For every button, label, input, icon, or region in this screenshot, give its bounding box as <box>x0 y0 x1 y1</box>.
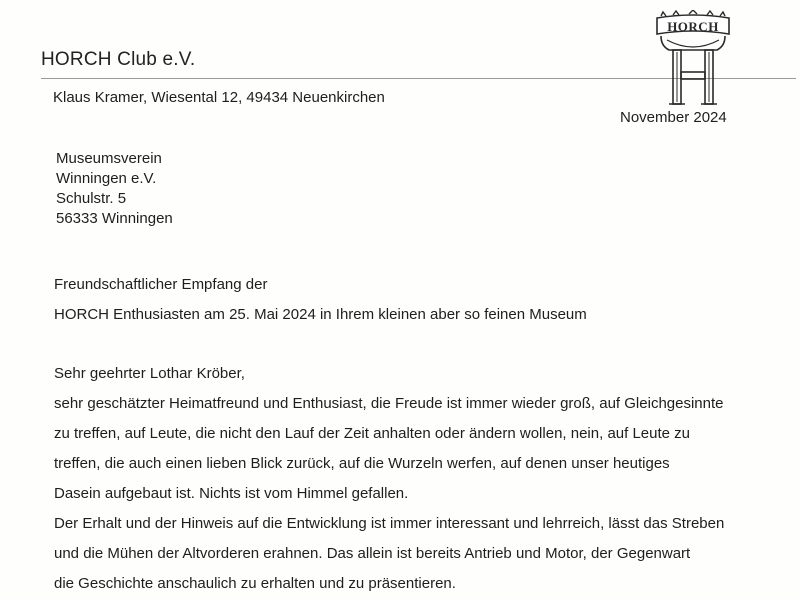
club-name: HORCH Club e.V. <box>41 49 196 70</box>
body-line: Der Erhalt und der Hinweis auf die Entwicklung ist immer interessant und lehrreich, lässt das Streben <box>54 515 725 532</box>
body-line: sehr geschätzter Heimatfreund und Enthusiast, die Freude ist immer wieder groß, auf Gleichgesinnte <box>54 395 724 412</box>
subject-block <box>54 275 587 335</box>
body-line: und die Mühen der Altvorderen erahnen. Das allein ist bereits Antrieb und Motor, der Gegenwart <box>54 545 691 562</box>
recipient-line: Schulstr. 5 <box>56 190 127 207</box>
salutation: Sehr geehrter Lothar Kröber, <box>54 365 245 382</box>
recipient-line: Museumsverein <box>56 150 162 167</box>
recipient-line: 56333 Winningen <box>56 210 173 227</box>
recipient-address <box>56 149 173 229</box>
horch-logo <box>651 10 735 108</box>
subject-line: HORCH Enthusiasten am 25. Mai 2024 in Ihrem kleinen aber so feinen Museum <box>54 306 587 323</box>
body-line: Dasein aufgebaut ist. Nichts ist vom Himmel gefallen. <box>54 485 409 502</box>
body-line: zu treffen, auf Leute, die nicht den Lauf der Zeit anhalten oder ändern wollen, nein, auf Leute zu <box>54 425 691 442</box>
sender-address: Klaus Kramer, Wiesental 12, 49434 Neuenkirchen <box>53 89 385 106</box>
recipient-line: Winningen e.V. <box>56 170 157 187</box>
letter-date: November 2024 <box>620 109 727 126</box>
subject-line: Freundschaftlicher Empfang der <box>54 276 268 293</box>
letter-body <box>54 364 724 604</box>
body-line: die Geschichte anschaulich zu erhalten und zu präsentieren. <box>54 575 456 592</box>
logo-text: HORCH <box>667 19 719 34</box>
body-line: treffen, die auch einen lieben Blick zurück, auf die Wurzeln werfen, auf denen unser heutiges <box>54 455 670 472</box>
